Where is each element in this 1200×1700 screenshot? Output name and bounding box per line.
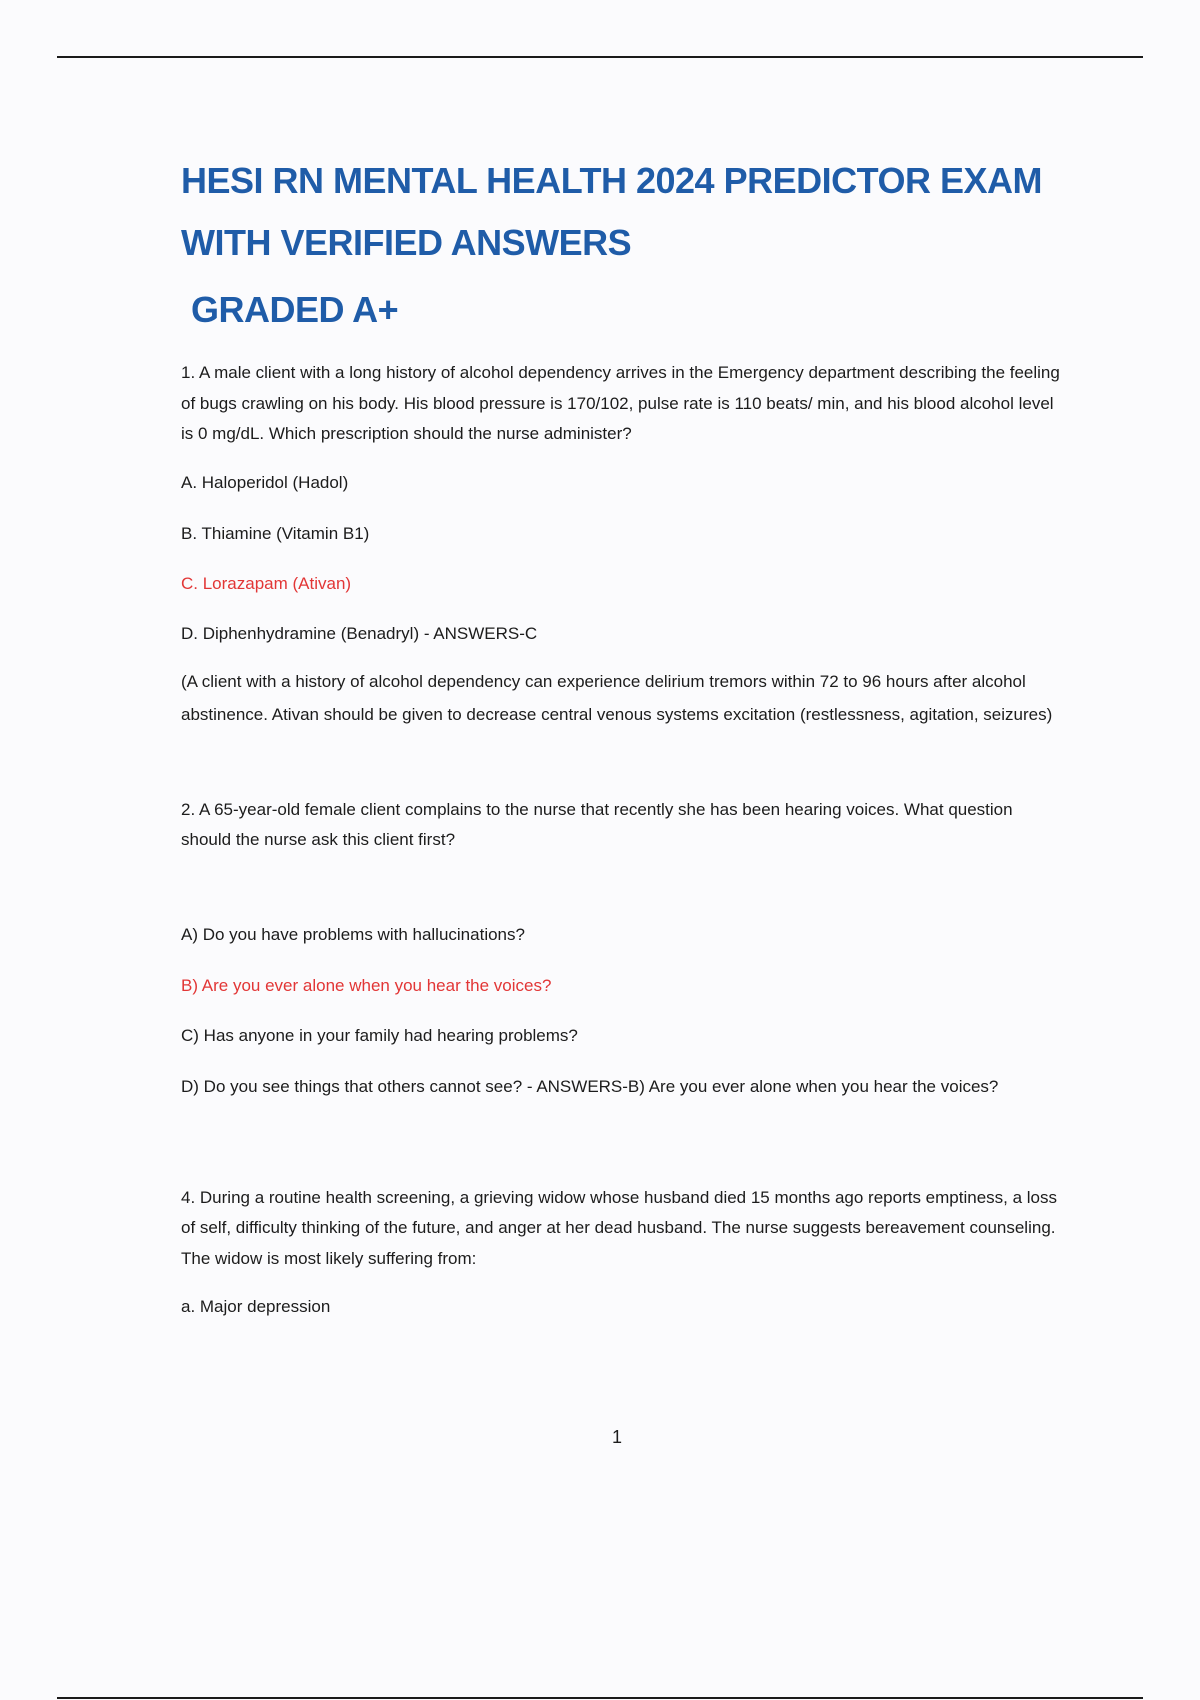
answer-option: D) Do you see things that others cannot see? - ANSWERS-B) Are you ever alone when you hear the voices? [181, 1076, 999, 1096]
question-1 [181, 358, 1061, 731]
answer-option: C) Has anyone in your family had hearing problems? [181, 1025, 578, 1045]
answer-option-correct: B) Are you ever alone when you hear the voices? [181, 975, 552, 995]
page-number: 1 [611, 1427, 622, 1447]
question-stem: 1. A male client with a long history of alcohol dependency arrives in the Emergency department describing the feeling of bugs crawling on his body. His blood pressure is 170/102, pulse rate is 110 beats/ min, and his blood alcohol level is 0 mg/dL. Which prescription should the nurse administer? [181, 363, 1060, 443]
answer-option: B. Thiamine (Vitamin B1) [181, 523, 370, 543]
question-stem: 4. During a routine health screening, a grieving widow whose husband died 15 months ago reports emptiness, a loss of self, difficulty thinking of the future, and anger at her dead husband. The nurse suggests bereavement counseling. The widow is most likely suffering from: [181, 1187, 1058, 1268]
answer-option: A. Haloperidol (Hadol) [181, 472, 349, 492]
answer-option: A) Do you have problems with hallucinations? [181, 924, 525, 944]
answer-option: D. Diphenhydramine (Benadryl) - ANSWERS-C [181, 623, 538, 643]
bottom-rule [57, 1697, 1143, 1699]
top-rule [57, 56, 1143, 58]
answer-option: a. Major depression [181, 1297, 331, 1316]
question-2 [181, 795, 1061, 1099]
answer-option-correct: C. Lorazapam (Ativan) [181, 573, 352, 593]
question-stem: 2. A 65-year-old female client complains to the nurse that recently she has been hearing voices. What question should the nurse ask this client first? [181, 799, 1013, 849]
document-body [181, 150, 1061, 1319]
question-4 [181, 1183, 1061, 1320]
question-rationale: (A client with a history of alcohol dependency can experience delirium tremors within 72 to 96 hours after alcohol abstinence. Ativan should be given to decrease central venous systems excitation (restlessness, agitation, seizures) [181, 671, 1053, 724]
document-subtitle: GRADED A+ [191, 289, 399, 330]
document-title: HESI RN MENTAL HEALTH 2024 PREDICTOR EXAM WITH VERIFIED ANSWERS [181, 160, 1042, 263]
